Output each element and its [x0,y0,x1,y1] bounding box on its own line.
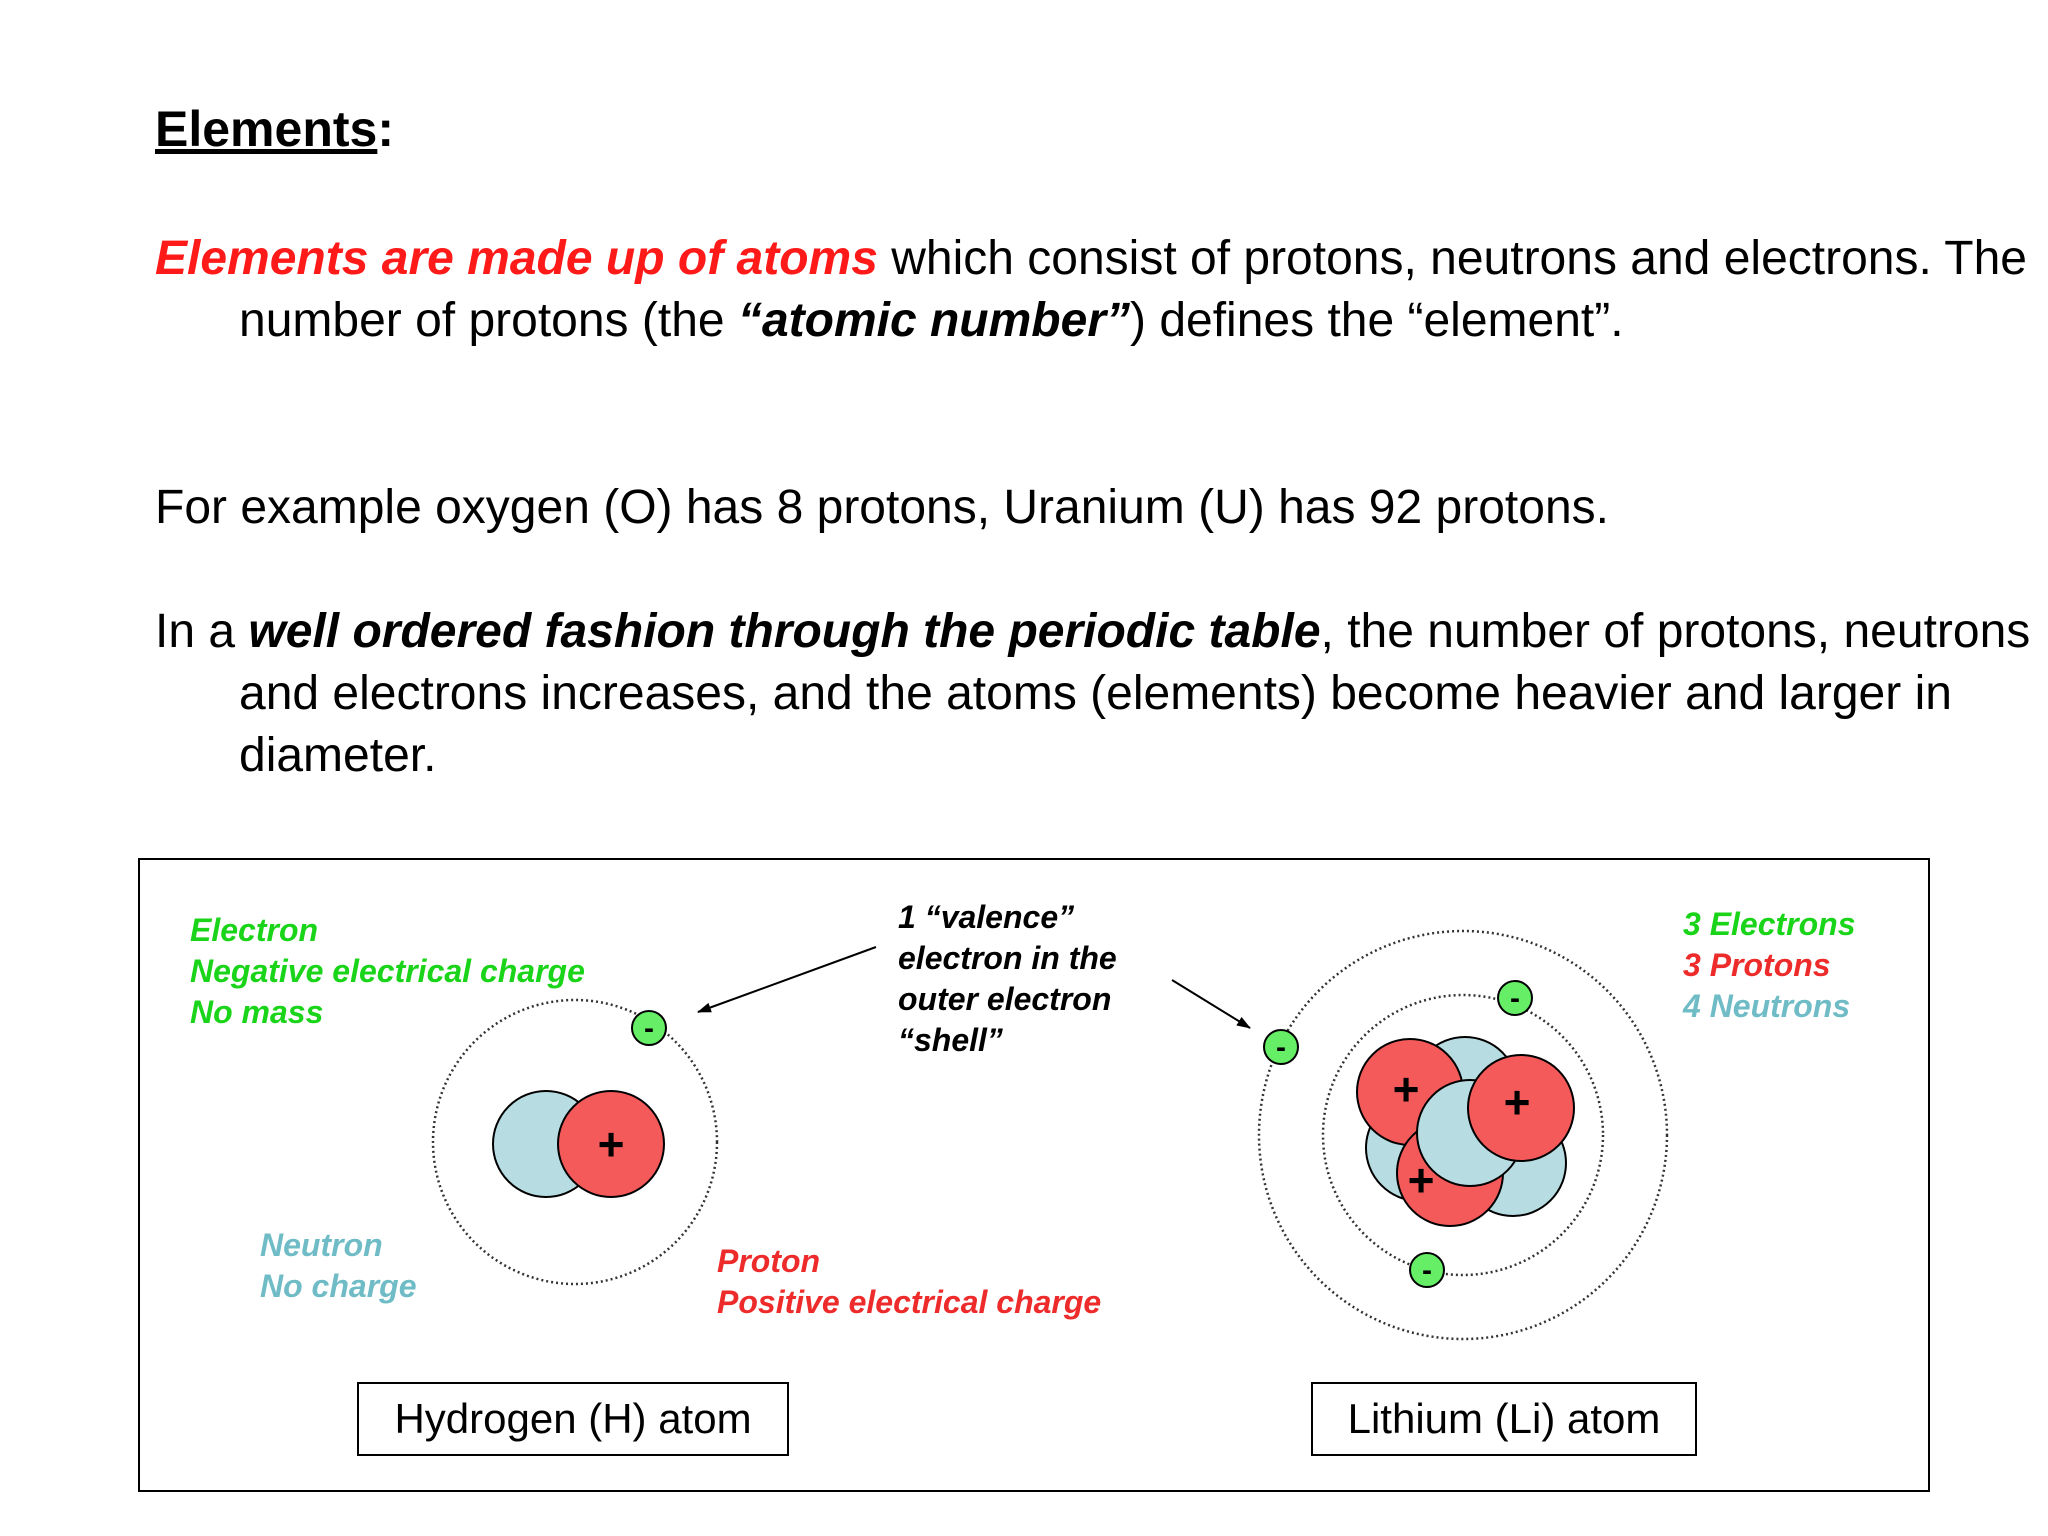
atoms-text-b: ) defines the “element”. [1130,294,1624,347]
hydrogen-proton-sign: + [597,1118,625,1170]
valence-label [898,897,1117,1061]
lithium-electron-sign: - [1510,982,1520,1015]
electron-count: 3 Electrons [1683,906,1856,942]
valence-label-line: “shell” [898,1022,1003,1058]
proton-count: 3 Protons [1683,947,1831,983]
electron-label-line: No mass [190,994,324,1030]
proton-label-line: Proton [717,1243,821,1279]
title-text: Elements [155,101,378,157]
valence-label-line: outer electron [898,981,1112,1017]
atomic-number-emphasis: “atomic number” [737,294,1130,347]
lithium-proton-sign: + [1503,1076,1531,1128]
lithium-proton-sign: + [1392,1063,1420,1115]
periodic-emphasis: well ordered fashion through the periodic table [248,605,1321,658]
valence-label-line: 1 “valence” [898,899,1075,935]
lithium-electron-sign: - [1276,1031,1286,1064]
electron-label-line: Negative electrical charge [190,953,585,989]
example-text: For example oxygen (O) has 8 protons, Uranium (U) has 92 protons. [155,481,1609,534]
hydrogen-caption: Hydrogen (H) atom [357,1382,789,1456]
proton-label [717,1241,1101,1323]
proton-label-line: Positive electrical charge [717,1284,1102,1320]
valence-arrow-hydrogen [698,947,876,1012]
atoms-text-a: which consist of protons, neutrons and electrons. The number of protons (the [239,232,2027,347]
lithium-counts [1683,904,1856,1027]
lithium-caption: Lithium (Li) atom [1311,1382,1697,1456]
neutron-count: 4 Neutrons [1683,988,1851,1024]
electron-label-line: Electron [190,912,319,948]
neutron-label [260,1225,416,1307]
neutron-label-line: No charge [260,1268,417,1304]
periodic-text-b: , the number of protons, neutrons and electrons increases, and the atoms (elements) become heavier and larger in diameter. [239,605,2031,782]
neutron-label-line: Neutron [260,1227,383,1263]
periodic-text-a: In a [155,605,249,658]
lithium-proton-sign: + [1407,1154,1435,1206]
lithium-electron-sign: - [1422,1254,1432,1287]
title-colon: : [377,101,394,157]
valence-arrow-lithium [1172,980,1250,1028]
hydrogen-electron-sign: - [644,1012,654,1045]
electron-label [190,910,585,1033]
atoms-highlight: Elements are made up of atoms [155,232,878,285]
valence-label-line: electron in the [898,940,1117,976]
